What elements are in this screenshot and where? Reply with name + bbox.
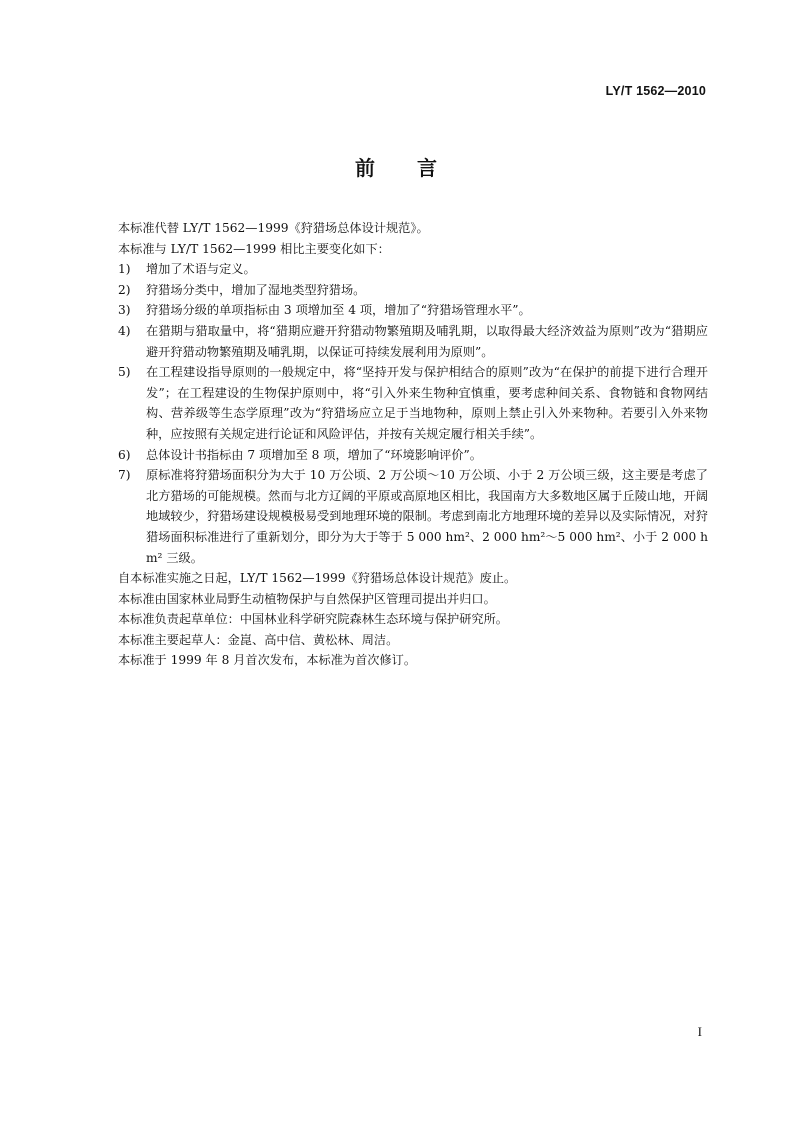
change-item — [118, 280, 708, 301]
change-item-number: 1) — [118, 262, 131, 277]
change-item-number: 3) — [118, 303, 131, 318]
change-item-text: 总体设计书指标由 7 项增加至 8 项，增加了“环境影响评价”。 — [146, 447, 482, 462]
closing-line-3: 本标准负责起草单位：中国林业科学研究院森林生态环境与保护研究所。 — [118, 612, 508, 627]
closing-line-4: 本标准主要起草人：金崑、高中信、黄松林、周洁。 — [118, 632, 399, 647]
change-item — [118, 321, 708, 362]
change-item — [118, 362, 708, 444]
page-number: I — [697, 1024, 702, 1039]
closing-line-5: 本标准于 1999 年 8 月首次发布，本标准为首次修订。 — [118, 653, 417, 668]
change-item-text: 在猎期与猎取量中，将“猎期应避开狩猎动物繁殖期及哺乳期，以取得最大经济效益为原则”改为“猎期应避开狩猎动物繁殖期及哺乳期，以保证可持续发展利用为原则”。 — [146, 323, 708, 359]
change-item-number: 5) — [118, 365, 131, 380]
change-item-text: 原标准将狩猎场面积分为大于 10 万公顷、2 万公顷～10 万公顷、小于 2 万公顷三级，这主要是考虑了北方猎场的可能规模。然而与北方辽阔的平原或高原地区相比，我国南方大多数地区属于丘陵山地，开阔地域较少，狩猎场建设规模极易受到地理环境的限制。考虑到南北方地理环境的差异以及实际情况，对狩猎场面积标准进行了重新划分，即分为大于等于 5 000 hm²、2 000 hm²～5 000 hm²、小于 2 000 hm² 三级。 — [146, 468, 708, 565]
closing-line-2: 本标准由国家林业局野生动植物保护与自然保护区管理司提出并归口。 — [118, 591, 496, 606]
change-item-number: 4) — [118, 323, 131, 338]
change-item — [118, 259, 708, 280]
change-item-text: 在工程建设指导原则的一般规定中，将“坚持开发与保护相结合的原则”改为“在保护的前提下进行合理开发”；在工程建设的生物保护原则中，将“引入外来生物种宜慎重，要考虑种间关系、食物链和食物网结构、营养级等生态学原理”改为“狩猎场应立足于当地物种，原则上禁止引入外来物种。若要引入外来物种，应按照有关规定进行论证和风险评估，并按有关规定履行相关手续”。 — [146, 365, 708, 441]
intro-line-1: 本标准代替 LY/T 1562—1999《狩猎场总体设计规范》。 — [118, 221, 429, 235]
change-item-number: 6) — [118, 447, 131, 462]
change-item-text: 增加了术语与定义。 — [146, 262, 256, 277]
change-item — [118, 465, 708, 568]
change-item-number: 2) — [118, 282, 131, 297]
title-char-2: 言 — [417, 156, 439, 180]
closing-line-1: 自本标准实施之日起，LY/T 1562—1999《狩猎场总体设计规范》废止。 — [118, 571, 517, 586]
change-item — [118, 300, 708, 321]
change-item-text: 狩猎场分级的单项指标由 3 项增加至 4 项，增加了“狩猎场管理水平”。 — [146, 303, 531, 318]
change-item-text: 狩猎场分类中，增加了湿地类型狩猎场。 — [146, 282, 366, 297]
change-item-number: 7) — [118, 468, 131, 483]
title-char-1: 前 — [355, 156, 377, 180]
intro-line-2: 本标准与 LY/T 1562—1999 相比主要变化如下： — [118, 241, 390, 256]
change-item — [118, 445, 708, 466]
foreword-body — [118, 218, 708, 671]
standard-code: LY/T 1562—2010 — [605, 84, 706, 98]
page-title — [0, 152, 794, 181]
